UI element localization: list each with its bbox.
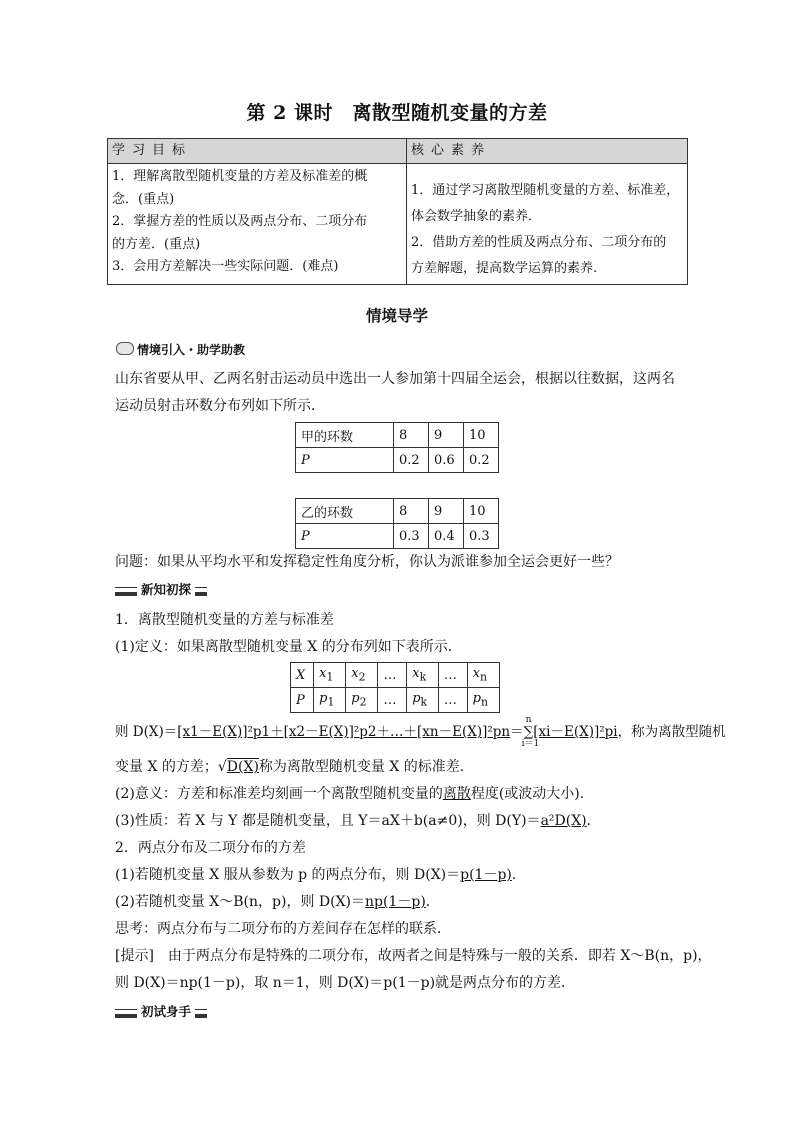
dist-cell: $p_2$ [346,688,378,713]
dist-cell: P [291,688,314,713]
goal-line: 念．(重点) [112,191,175,207]
table-cell: 0.3 [394,524,429,549]
question-line: 问题：如果从平均水平和发挥稳定性角度分析，你认为派谁参加全运会更好一些？ [115,554,619,570]
table-cell: P [296,524,394,549]
dist-cell: $p_n$ [467,688,499,713]
table-yi [295,498,499,549]
dist-cell: $p_k$ [407,688,439,713]
table-cell: 8 [394,499,429,524]
table-cell: 10 [464,499,499,524]
distribution-table [290,662,500,713]
table-cell: 9 [429,423,464,448]
binomial-line: (2)若随机变量 X～B(n，p)，则 D(X)＝np(1－p)． [115,894,440,910]
table-cell: 甲的环数 [296,423,394,448]
table-cell: P [296,448,394,473]
literacy-line: 1．通过学习离散型随机变量的方差、标准差， [411,183,680,198]
banner-new-text: 新知初探 [137,580,195,598]
table-jia [295,422,499,473]
goals-header-right: 核心素养 [407,139,688,164]
dist-cell: $x_2$ [346,663,378,688]
scenario-line: 运动员射击环数分布列如下所示． [115,398,325,414]
table-cell: 8 [394,423,429,448]
variance-formula: 则 D(X)＝[x1－E(X)]²p1＋[x2－E(X)]²p2＋…＋[xn－E(X)]²pn＝ n ∑[xi－E(X)]²pi i＝1 ，称为离散型随机 [115,715,726,749]
goal-line: 的方差．(重点) [112,236,201,252]
goal-line: 3．会用方差解决一些实际问题．(难点) [112,259,339,274]
table-cell: 0.3 [464,524,499,549]
banner-try-text: 初试身手 [137,1002,195,1020]
sqrt-symbol: √ [217,759,227,775]
dist-cell: … [378,688,407,713]
goals-left-cell [108,164,407,285]
dist-cell: X [291,663,314,688]
sum-notation: n ∑[xi－E(X)]²pi i＝1 [521,715,618,749]
literacy-line: 体会数学抽象的素养． [411,209,542,224]
binomial-answer: np(1－p) [365,894,426,910]
definition-line: (1)定义：如果离散型随机变量 X 的分布列如下表所示． [115,639,462,655]
section-title: 情境导学 [365,306,428,325]
meaning-answer: 离散 [442,786,471,802]
table-cell: 0.2 [464,448,499,473]
meaning-line: (2)意义：方差和标准差均刻画一个离散型随机变量的离散程度(或波动大小)． [115,786,594,802]
dist-cell: $x_k$ [407,663,439,688]
dist-cell: $x_n$ [467,663,499,688]
hint-line: [提示] 由于两点分布是特殊的二项分布，故两者之间是特殊与一般的关系．即若 X～B(n，p)， [115,948,712,964]
table-cell: 10 [464,423,499,448]
intro-icon [116,342,134,355]
scenario-line: 山东省要从甲、乙两名射击运动员中选出一人参加第十四届全运会，根据以往数据，这两名 [115,371,675,387]
dist-cell: … [438,663,467,688]
dist-cell: $p_1$ [314,688,346,713]
banner-first-try [115,1003,210,1019]
table-cell: 0.2 [394,448,429,473]
formula-expansion: [x1－E(X)]²p1＋[x2－E(X)]²p2＋…＋[xn－E(X)]²pn [177,724,511,740]
std-deviation-line: 变量 X 的方差；√D(X)称为离散型随机变量 X 的标准差． [115,759,474,775]
page-title: 第 2 课时 离散型随机变量的方差 [246,102,548,124]
table-cell: 0.4 [429,524,464,549]
think-line: 思考：两点分布与二项分布的方差间存在怎样的联系． [115,921,451,937]
table-cell: 0.6 [429,448,464,473]
property-line: (3)性质：若 X 与 Y 都是随机变量，且 Y＝aX＋b(a≠0)，则 D(Y)＝a²D(X)． [115,813,601,829]
goals-right-cell [407,164,688,285]
item-2-heading: 2．两点分布及二项分布的方差 [115,840,306,856]
intro-label [116,341,245,358]
literacy-line: 2．借助方差的性质及两点分布、二项分布的 [411,235,667,250]
item-1-heading: 1．离散型随机变量的方差与标准差 [115,612,334,628]
hint-line: 则 D(X)＝np(1－p)，取 n＝1，则 D(X)＝p(1－p)就是两点分布的方差． [115,975,576,991]
goals-header-left: 学习目标 [108,139,407,164]
dist-cell: … [378,663,407,688]
table-cell: 乙的环数 [296,499,394,524]
sqrt-content: D(X) [226,759,259,775]
table-cell: 9 [429,499,464,524]
goal-line: 1．理解离散型随机变量的方差及标准差的概 [112,169,368,184]
goal-line: 2．掌握方差的性质以及两点分布、二项分布 [112,214,368,229]
literacy-line: 方差解题，提高数学运算的素养. [411,261,598,276]
two-point-line: (1)若随机变量 X 服从参数为 p 的两点分布，则 D(X)＝p(1－p)． [115,867,526,883]
banner-new-knowledge [115,581,210,597]
learning-goals-table [107,138,688,285]
dist-cell: … [438,688,467,713]
intro-label-text: 情境引入・助学助教 [137,343,246,357]
two-point-answer: p(1－p) [460,867,512,883]
dist-cell: $x_1$ [314,663,346,688]
property-answer: a²D(X) [540,813,587,829]
